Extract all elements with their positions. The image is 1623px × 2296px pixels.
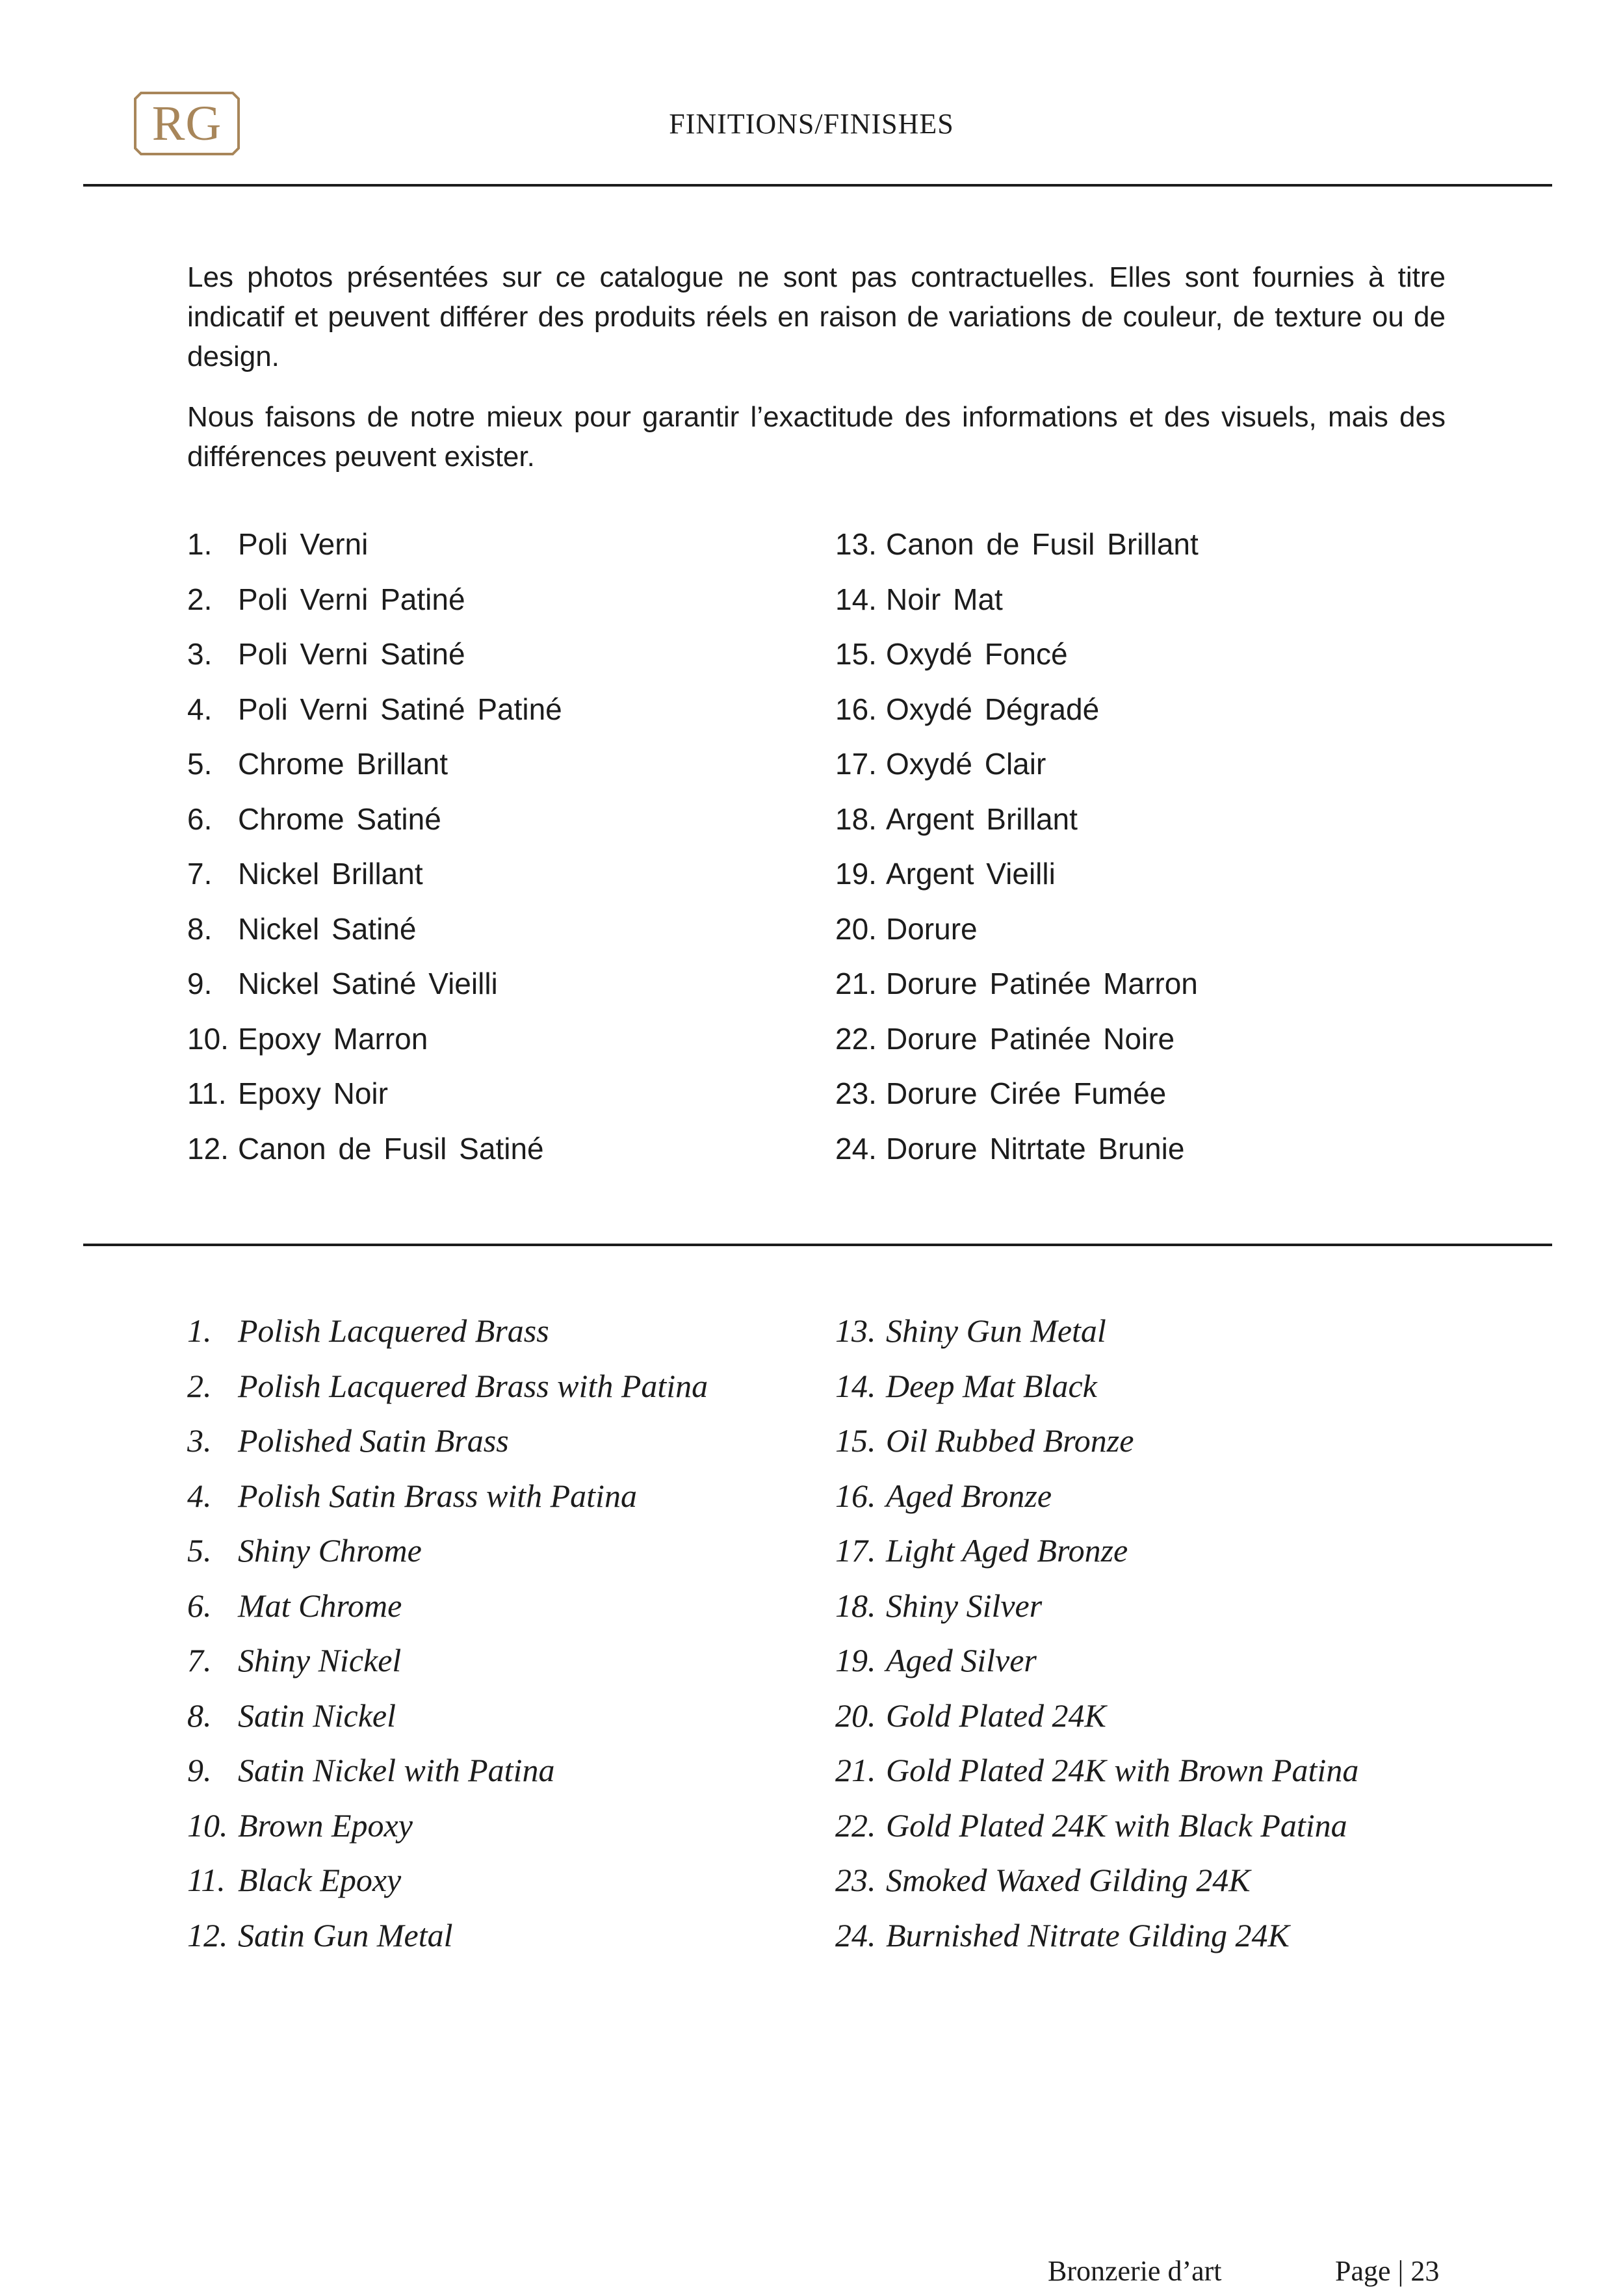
list-item-number: 7. bbox=[187, 1642, 212, 1678]
list-item-label: Noir Mat bbox=[886, 582, 1003, 616]
list-item bbox=[187, 1633, 811, 1688]
list-item-number: 4. bbox=[187, 1477, 212, 1514]
list-item-number: 23. bbox=[835, 1862, 876, 1898]
french-finishes-right-list bbox=[835, 517, 1485, 1176]
list-item bbox=[835, 1908, 1524, 1963]
list-item bbox=[835, 1468, 1524, 1524]
list-item-number: 9. bbox=[187, 1752, 212, 1788]
list-item-number: 7. bbox=[187, 857, 213, 891]
list-item bbox=[187, 1688, 811, 1743]
list-item-number: 11. bbox=[187, 1076, 227, 1110]
list-item-number: 14. bbox=[835, 582, 877, 616]
list-item bbox=[187, 1011, 785, 1067]
list-item-label: Nickel Satiné Vieilli bbox=[238, 967, 498, 1000]
list-item-number: 19. bbox=[835, 1642, 876, 1678]
list-item bbox=[835, 1743, 1524, 1798]
list-item-label: Light Aged Bronze bbox=[886, 1532, 1128, 1569]
list-item-label: Shiny Gun Metal bbox=[886, 1312, 1106, 1349]
list-item-label: Dorure Patinée Noire bbox=[886, 1021, 1175, 1056]
list-item-number: 20. bbox=[835, 911, 877, 946]
list-item-label: Satin Gun Metal bbox=[238, 1916, 453, 1953]
list-item-number: 13. bbox=[835, 1312, 876, 1349]
list-item bbox=[187, 682, 785, 737]
list-item bbox=[187, 1523, 811, 1578]
list-item bbox=[187, 956, 785, 1011]
list-item-number: 22. bbox=[835, 1807, 876, 1844]
list-item bbox=[835, 1359, 1524, 1414]
list-item-label: Poli Verni Satiné Patiné bbox=[238, 692, 562, 726]
list-item bbox=[187, 1468, 811, 1524]
list-item-number: 17. bbox=[835, 747, 877, 781]
english-finishes-right-list bbox=[835, 1303, 1524, 1963]
list-item bbox=[187, 1066, 785, 1121]
list-item bbox=[835, 682, 1485, 737]
list-item-label: Black Epoxy bbox=[238, 1862, 402, 1898]
list-item-label: Poli Verni bbox=[238, 527, 369, 561]
list-item-number: 22. bbox=[835, 1021, 877, 1056]
list-item bbox=[835, 1578, 1524, 1634]
list-item-number: 21. bbox=[835, 967, 877, 1000]
list-item-label: Gold Plated 24K with Black Patina bbox=[886, 1807, 1347, 1844]
list-item bbox=[187, 1359, 811, 1414]
list-item-label: Satin Nickel with Patina bbox=[238, 1752, 555, 1788]
list-item-number: 5. bbox=[187, 1532, 212, 1569]
list-item bbox=[835, 1633, 1524, 1688]
list-item bbox=[187, 737, 785, 792]
list-item-number: 17. bbox=[835, 1532, 876, 1569]
list-item-number: 15. bbox=[835, 637, 877, 671]
list-item-label: Canon de Fusil Brillant bbox=[886, 527, 1199, 561]
list-item bbox=[187, 792, 785, 847]
list-item bbox=[187, 1743, 811, 1798]
list-item-number: 1. bbox=[187, 527, 213, 561]
french-finishes-left-list bbox=[187, 517, 785, 1176]
list-item bbox=[835, 1688, 1524, 1743]
list-item-label: Aged Bronze bbox=[886, 1477, 1052, 1514]
list-item-number: 12. bbox=[187, 1131, 229, 1166]
list-item-label: Polish Lacquered Brass with Patina bbox=[238, 1367, 708, 1404]
list-item bbox=[835, 1798, 1524, 1853]
list-item-number: 20. bbox=[835, 1697, 876, 1734]
list-item-number: 5. bbox=[187, 747, 213, 781]
list-item bbox=[835, 1523, 1524, 1578]
list-item bbox=[835, 956, 1485, 1011]
list-item-label: Satin Nickel bbox=[238, 1697, 396, 1734]
list-item bbox=[187, 1853, 811, 1908]
list-item-label: Poli Verni Patiné bbox=[238, 582, 465, 616]
list-item bbox=[835, 1121, 1485, 1177]
list-item-number: 4. bbox=[187, 692, 213, 726]
list-item-label: Nickel Brillant bbox=[238, 857, 423, 891]
list-item-number: 2. bbox=[187, 582, 213, 616]
list-item-number: 8. bbox=[187, 1697, 212, 1734]
intro-paragraph-1: Les photos présentées sur ce catalogue ne sont pas contractuelles. Elles sont fournies à titre indicatif et peuvent différer des produits réels en raison de variations de couleur, de texture ou de design. bbox=[187, 261, 1446, 372]
list-item-label: Polished Satin Brass bbox=[238, 1422, 509, 1459]
list-item bbox=[187, 846, 785, 902]
list-item-label: Gold Plated 24K bbox=[886, 1697, 1106, 1734]
header-divider bbox=[83, 184, 1552, 187]
list-item-number: 13. bbox=[835, 527, 877, 561]
list-item bbox=[835, 846, 1485, 902]
list-item-label: Chrome Brillant bbox=[238, 747, 448, 781]
list-item-number: 6. bbox=[187, 802, 213, 836]
list-item-label: Aged Silver bbox=[886, 1642, 1037, 1678]
list-item bbox=[835, 1303, 1524, 1359]
list-item-label: Epoxy Noir bbox=[238, 1076, 388, 1110]
list-item-label: Argent Vieilli bbox=[886, 857, 1056, 891]
list-item bbox=[835, 792, 1485, 847]
list-item-label: Deep Mat Black bbox=[886, 1367, 1097, 1404]
list-item bbox=[187, 1798, 811, 1853]
list-item bbox=[187, 902, 785, 957]
list-item-number: 18. bbox=[835, 1587, 876, 1624]
logo-text: RG bbox=[151, 96, 222, 151]
list-item bbox=[187, 1578, 811, 1634]
list-item-number: 24. bbox=[835, 1131, 877, 1166]
list-item-number: 24. bbox=[835, 1916, 876, 1953]
list-item-number: 3. bbox=[187, 1422, 212, 1459]
list-item bbox=[835, 627, 1485, 682]
intro-paragraph-2: Nous faisons de notre mieux pour garantir l’exactitude des informations et des visuels, mais des différences peuvent exister. bbox=[187, 401, 1446, 473]
list-item bbox=[187, 517, 785, 572]
list-item-label: Gold Plated 24K with Brown Patina bbox=[886, 1752, 1359, 1788]
list-item bbox=[835, 1011, 1485, 1067]
list-item-number: 11. bbox=[187, 1862, 226, 1898]
list-item bbox=[835, 1413, 1524, 1468]
page-title: FINITIONS/FINISHES bbox=[669, 108, 954, 140]
list-item-number: 21. bbox=[835, 1752, 876, 1788]
english-finishes-left-list bbox=[187, 1303, 811, 1963]
list-item bbox=[835, 1066, 1485, 1121]
list-item bbox=[835, 902, 1485, 957]
list-item-number: 6. bbox=[187, 1587, 212, 1624]
list-item-number: 16. bbox=[835, 1477, 876, 1514]
list-item bbox=[835, 572, 1485, 627]
list-item-label: Oxydé Dégradé bbox=[886, 692, 1100, 726]
list-item-label: Burnished Nitrate Gilding 24K bbox=[886, 1916, 1290, 1953]
list-item-number: 2. bbox=[187, 1367, 212, 1404]
list-item bbox=[187, 1303, 811, 1359]
list-item bbox=[835, 517, 1485, 572]
list-item-number: 9. bbox=[187, 967, 213, 1000]
list-item-number: 3. bbox=[187, 637, 213, 671]
footer-page-number: Page | 23 bbox=[1335, 2255, 1440, 2287]
list-item-number: 15. bbox=[835, 1422, 876, 1459]
list-item-number: 10. bbox=[187, 1807, 228, 1844]
list-item-label: Shiny Silver bbox=[886, 1587, 1043, 1624]
list-item-number: 16. bbox=[835, 692, 877, 726]
list-item-number: 14. bbox=[835, 1367, 876, 1404]
list-item-label: Brown Epoxy bbox=[238, 1807, 413, 1844]
list-item-label: Mat Chrome bbox=[238, 1587, 402, 1624]
list-item-label: Dorure bbox=[886, 911, 978, 946]
list-item-number: 1. bbox=[187, 1312, 212, 1349]
list-item bbox=[187, 1121, 785, 1177]
list-item-number: 12. bbox=[187, 1916, 228, 1953]
list-item-label: Argent Brillant bbox=[886, 802, 1078, 836]
list-item-label: Dorure Cirée Fumée bbox=[886, 1076, 1167, 1110]
list-item bbox=[187, 1908, 811, 1963]
list-item-label: Oxydé Foncé bbox=[886, 637, 1068, 671]
list-item-label: Nickel Satiné bbox=[238, 911, 417, 946]
list-item-label: Smoked Waxed Gilding 24K bbox=[886, 1862, 1251, 1898]
list-item-label: Polish Satin Brass with Patina bbox=[238, 1477, 637, 1514]
list-item bbox=[835, 737, 1485, 792]
list-item-label: Oil Rubbed Bronze bbox=[886, 1422, 1134, 1459]
section-divider bbox=[83, 1244, 1552, 1246]
footer-brand: Bronzerie d’art bbox=[1048, 2255, 1222, 2287]
list-item-number: 18. bbox=[835, 802, 877, 836]
list-item bbox=[187, 1413, 811, 1468]
list-item bbox=[187, 572, 785, 627]
list-item-number: 10. bbox=[187, 1021, 229, 1056]
list-item-label: Shiny Nickel bbox=[238, 1642, 402, 1678]
list-item bbox=[835, 1853, 1524, 1908]
intro-text bbox=[187, 257, 1446, 497]
list-item-number: 19. bbox=[835, 857, 877, 891]
list-item-label: Dorure Patinée Marron bbox=[886, 967, 1198, 1000]
list-item-number: 8. bbox=[187, 911, 213, 946]
list-item-label: Poli Verni Satiné bbox=[238, 637, 465, 671]
list-item-label: Polish Lacquered Brass bbox=[238, 1312, 549, 1349]
list-item-label: Dorure Nitrtate Brunie bbox=[886, 1131, 1185, 1166]
list-item bbox=[187, 627, 785, 682]
list-item-label: Epoxy Marron bbox=[238, 1021, 428, 1056]
list-item-number: 23. bbox=[835, 1076, 877, 1110]
list-item-label: Oxydé Clair bbox=[886, 747, 1046, 781]
list-item-label: Chrome Satiné bbox=[238, 802, 441, 836]
list-item-label: Canon de Fusil Satiné bbox=[238, 1131, 544, 1166]
list-item-label: Shiny Chrome bbox=[238, 1532, 422, 1569]
